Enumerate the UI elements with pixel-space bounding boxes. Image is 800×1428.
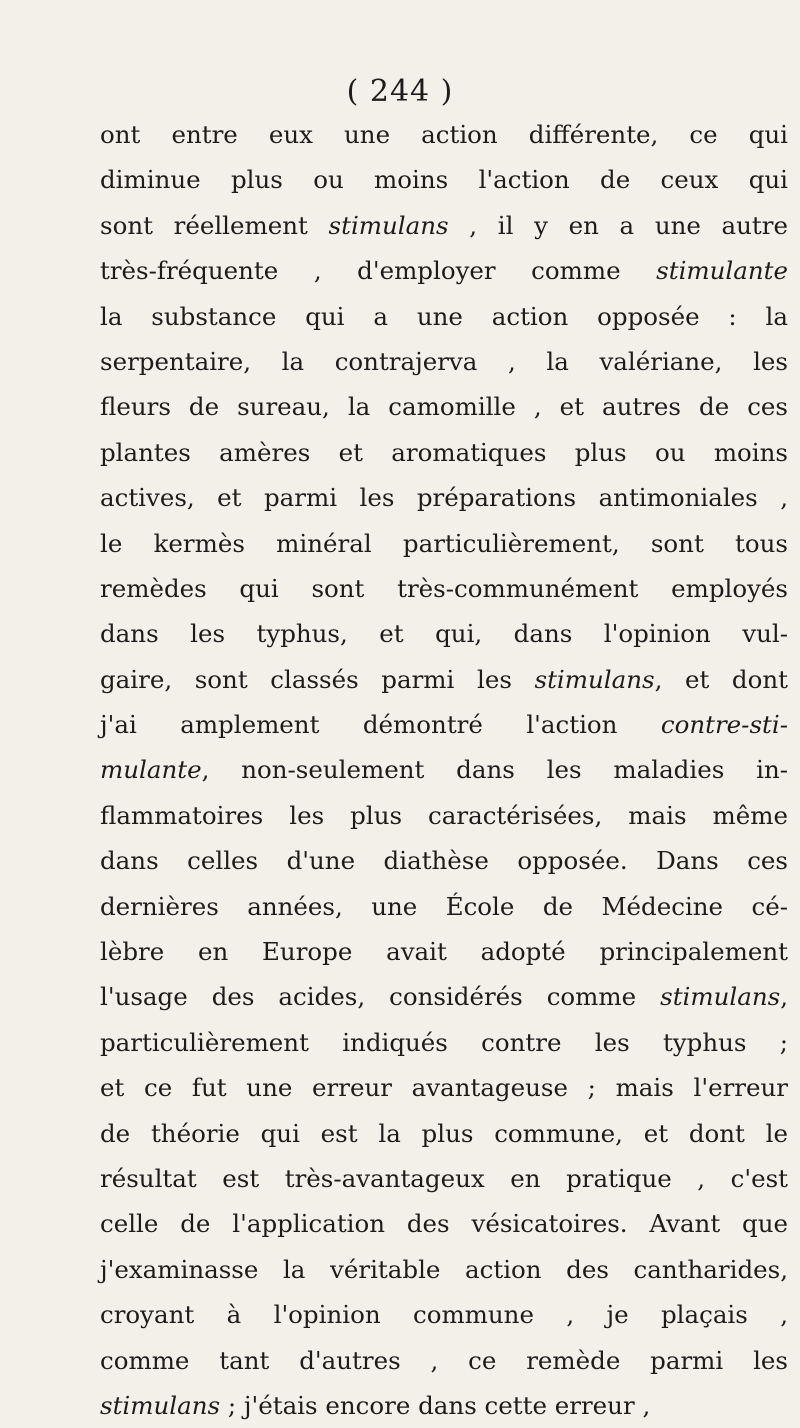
text-segment: , il y en a une autre [448, 210, 788, 240]
text-line [100, 294, 788, 339]
text-line [100, 430, 788, 475]
text-segment: très-fréquente , d'employer comme [100, 256, 657, 286]
text-line [100, 747, 788, 792]
text-segment: serpentaire, la contrajerva , la valériane, les [100, 346, 788, 376]
text-segment: sont réellement [100, 210, 329, 240]
text-segment: fleurs de sureau, la camomille , et autres de ces [100, 392, 788, 422]
text-segment: dernières années, une École de Médecine cé- [100, 891, 788, 921]
text-segment: remèdes qui sont très-communément employés [100, 573, 788, 603]
text-segment: , et dont [654, 664, 788, 694]
text-line [100, 793, 788, 838]
italic-text: stimulans [100, 1390, 221, 1420]
text-segment: résultat est très-avantageux en pratique , c'est [100, 1163, 788, 1193]
text-segment: comme tant d'autres , ce remède parmi les [100, 1345, 788, 1375]
text-line [100, 702, 788, 747]
text-line [100, 521, 788, 566]
text-segment: l'usage des acides, considérés comme [100, 982, 661, 1012]
text-line [100, 112, 788, 157]
text-segment: , non-seulement dans les maladies in- [201, 755, 788, 785]
text-line [100, 1292, 788, 1337]
text-line [100, 1065, 788, 1110]
text-segment: particulièrement indiqués contre les typhus ; [100, 1027, 788, 1057]
text-segment: ont entre eux une action différente, ce qui [100, 120, 788, 149]
italic-text: stimulans [534, 664, 655, 694]
text-segment: le kermès minéral particulièrement, sont tous [100, 528, 788, 558]
text-segment: diminue plus ou moins l'action de ceux qui [100, 165, 788, 195]
text-line [100, 1156, 788, 1201]
text-segment: dans les typhus, et qui, dans l'opinion vul- [100, 619, 788, 649]
text-line [100, 248, 788, 293]
text-segment: et ce fut une erreur avantageuse ; mais l'erreur [100, 1073, 788, 1103]
text-segment: gaire, sont classés parmi les [100, 664, 535, 694]
text-line [100, 1020, 788, 1065]
text-segment: plantes amères et aromatiques plus ou moins [100, 437, 788, 467]
text-line [100, 339, 788, 384]
text-line [100, 203, 788, 248]
italic-text: stimulante [656, 256, 788, 286]
text-line [100, 611, 788, 656]
text-line [100, 157, 788, 202]
text-segment: croyant à l'opinion commune , je plaçais , [100, 1300, 788, 1330]
text-segment: dans celles d'une diathèse opposée. Dans ces [100, 846, 788, 876]
text-line [100, 974, 788, 1019]
text-line [100, 1383, 788, 1428]
text-line [100, 475, 788, 520]
text-segment: ; j'étais encore dans cette erreur , [220, 1390, 651, 1420]
text-line [100, 1338, 788, 1383]
text-line [100, 929, 788, 974]
text-segment: j'examinasse la véritable action des cantharides, [100, 1254, 788, 1284]
text-line [100, 884, 788, 929]
italic-text: stimulans [328, 210, 449, 240]
text-segment: actives, et parmi les préparations antimoniales , [100, 483, 788, 513]
body-text [100, 112, 788, 1428]
text-segment: flammatoires les plus caractérisées, mais même [100, 800, 788, 830]
text-segment: j'ai amplement démontré l'action [100, 710, 661, 740]
italic-text: mulante [100, 755, 202, 785]
text-segment: celle de l'application des vésicatoires. Avant que [100, 1209, 788, 1239]
text-line [100, 384, 788, 429]
text-line [100, 1247, 788, 1292]
italic-text: contre-sti- [660, 710, 788, 740]
text-line [100, 1111, 788, 1156]
text-segment: la substance qui a une action opposée : la [100, 301, 788, 331]
text-line [100, 1201, 788, 1246]
text-line [100, 657, 788, 702]
text-segment: de théorie qui est la plus commune, et dont le [100, 1118, 788, 1148]
page-number: ( 244 ) [346, 74, 454, 109]
text-segment: , [780, 982, 788, 1012]
text-segment: lèbre en Europe avait adopté principalement [100, 937, 788, 967]
italic-text: stimulans [660, 982, 781, 1012]
text-line [100, 566, 788, 611]
text-line [100, 838, 788, 883]
